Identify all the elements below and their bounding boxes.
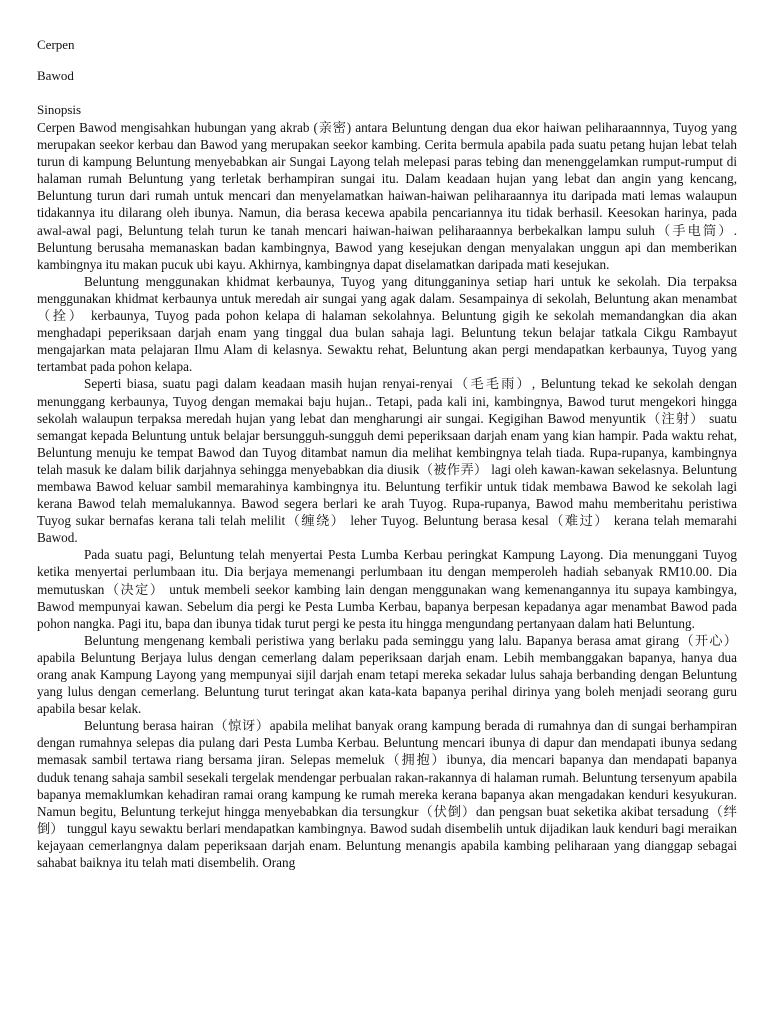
section-heading: Sinopsis [37, 102, 82, 117]
paragraph: Beluntung mengenang kembali peristiwa yang berlaku pada seminggu yang lalu. Bapanya berasa amat girang（开心） apabila Beluntung Berjaya lulus dengan cemerlang dalam peperiksaan darjah enam. Lebih membanggakan bapanya, hanya dua orang anak Kampung Layong yang mempunyai sijil darjah enam tetapi mereka sekadar lulus sahaja berbanding dengan Beluntung yang lulus dengan cemerlang. Beluntung turut teringat akan kata-kata bapanya perihal dirinya yang boleh menjadi seorang guru apabila besar kelak. [37, 632, 737, 717]
paragraph: Beluntung berasa hairan（惊讶）apabila melihat banyak orang kampung berada di rumahnya dan di sungai berhampiran dengan rumahnya selepas dia pulang dari Pesta Lumba Kerbau. Beluntung mencari ibunya di dapur dan mendapati ibunya sedang memasak sambil tertawa riang bersama jiran. Selepas memeluk（拥抱）ibunya, dia mencari bapanya dan mendapati bapanya duduk tenang sahaja sambil sesekali tergelak mendengar perbualan rakan-rakannya di halaman rumah. Beluntung tersenyum apabila bapanya memaklumkan kehadiran ramai orang kampung ke rumah mereka kerana bapanya akan mengadakan kenduri kesyukuran. Namun begitu, Beluntung terkejut hingga menyebabkan dia tersungkur（伏倒）dan pengsan buat seketika akibat tersadung（绊倒） tunggul kayu sewaktu berlari mendapatkan kambingnya. Bawod sudah disembelih untuk dijadikan lauk kenduri bagi meraikan kejayaan cemerlangnya dalam peperiksaan darjah enam. Beluntung menangis apabila kambing peliharaan yang dianggap sebagai sahabat baiknya itu telah mati disembelih. Orang [37, 718, 737, 871]
story-title: Bawod [37, 68, 74, 83]
paragraph: Cerpen Bawod mengisahkan hubungan yang akrab (亲密) antara Beluntung dengan dua ekor haiwan peliharaannnya, Tuyog yang merupakan seekor kerbau dan Bawod yang merupakan seekor kambing. Cerita bermula apabila pada suatu petang hujan lebat telah turun di kampung Beluntung menyebabkan air Sungai Layong telah melepasi paras tebing dan menenggelamkan rumput-rumput di halaman rumah Beluntung yang terletak berhampiran sungai itu. Dalam keadaan hujan yang lebat dan angin yang kencang, Beluntung turun dari rumah untuk mencari dan menyelamatkan haiwan-haiwan peliharaannya itu daripada mati lemas walaupun tidakannya itu dilarang oleh ibunya. Namun, dia berasa kecewa apabila pencariannya itu tidak berhasil. Keesokan harinya, pada awal-awal pagi, Beluntung telah turun ke tanah mencari haiwan-haiwan peliharaannya berbekalkan lampu suluh（手电筒）. Beluntung berusaha memanaskan badan kambingnya, Bawod yang kesejukan dengan menyalakan unggun api dan memberikan kambingnya itu makan pucuk ubi kayu. Akhirnya, kambingnya dapat diselamatkan daripada mati kesejukan. [37, 120, 737, 272]
synopsis-body [37, 119, 737, 871]
paragraph: Beluntung menggunakan khidmat kerbaunya, Tuyog yang ditungganinya setiap hari untuk ke sekolah. Dia terpaksa menggunakan khidmat kerbaunya untuk meredah air sungai yang agak dalam. Sesampainya di sekolah, Beluntung akan menambat（拴） kerbaunya, Tuyog pada pohon kelapa di halaman sekolahnya. Beluntung gigih ke sekolah memandangkan dia akan menghadapi peperiksaan darjah enam yang tinggal dua bulan sahaja lagi. Beluntung tekun belajar tatkala Cikgu Rambayut mengajarkan mata pelajaran Ilmu Alam di kelasnya. Sewaktu rehat, Beluntung akan pergi mendapatkan kerbaunya, Tuyog yang tertambat pada pohon kelapa. [37, 273, 737, 375]
paragraph: Seperti biasa, suatu pagi dalam keadaan masih hujan renyai-renyai（毛毛雨）, Beluntung tekad ke sekolah dengan menunggang kerbaunya, Tuyog dengan memakai baju hujan.. Tetapi, pada kali ini, kambingnya, Bawod turut mengekori hingga sekolah walaupun terpaksa meredah hujan yang lebat dan mengharungi air sungai. Kegigihan Bawod menyuntik（注射） suatu semangat kepada Beluntung untuk belajar bersungguh-sungguh demi peperiksaan darjah enam yang kian hampir. Pada waktu rehat, Beluntung menuju ke tempat Bawod dan Tuyog ditambat namun dia melihat kembingnya telah tiada. Rupa-rupanya, kambingnya telah masuk ke dalam bilik darjahnya sehingga menyebabkan dia diusik（被作弄） lagi oleh kawan-kawan sekelasnya. Beluntung membawa Bawod keluar sambil memarahinya kambingnya itu. Beluntung terfikir untuk tidak membawa Bawod ke sekolah lagi kerana Bawod telah memalukannya. Bawod segera berlari ke arah Tuyog. Rupa-rupanya, Bawod mahu memberitahu peristiwa Tuyog sukar bernafas kerana tali telah melilit（缠绕） leher Tuyog. Beluntung berasa kesal（难过） kerana telah memarahi Bawod. [37, 376, 737, 546]
document-title-label: Cerpen [37, 37, 75, 52]
paragraph: Pada suatu pagi, Beluntung telah menyertai Pesta Lumba Kerbau peringkat Kampung Layong. Dia menunggani Tuyog ketika menyertai perlumbaan itu. Dia berjaya memenangi perlumbaan itu dengan memperoleh hadiah sebanyak RM10.00. Dia memutuskan（决定） untuk membeli seekor kambing lain dengan menggunakan wang kemenangannya itu supaya kambingya, Bawod mempunyai kawan. Sebelum dia pergi ke Pesta Lumba Kerbau, bapanya berpesan kepadanya agar menambat Bawod pada pohon nangka. Pagi itu, bapa dan ibunya tidak turut pergi ke pesta itu hingga mengundang pertanyaan dalam hati Beluntung. [37, 547, 737, 631]
